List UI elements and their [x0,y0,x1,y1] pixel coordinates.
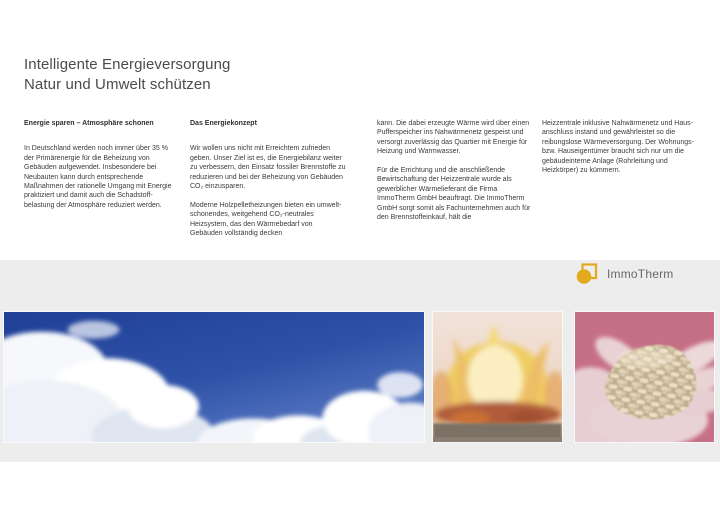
hands-with-pellets-photo [574,311,715,443]
wood-fire-photo [432,311,563,443]
column-3-paragraph-2: Für die Errichtung und die anschließende Bewirtschaftung der Heizzentrale wurde als gewerblicher Wärmelieferant die Firma ImmoTherm GmbH beauftragt. Die ImmoTherm GmbH sorgt somit als Fachunternehmen auch für den Brennstoffeinkauf, hält die [377,167,531,222]
sky-clouds-photo [3,311,425,443]
column-2-paragraph-1: Wir wollen uns nicht mit Erreichtem zufrieden geben. Unser Ziel ist es, die Energiebilanz weiter zu verbessern, den Einsatz fossiler Brennstoffe zu reduzieren und bei der Beheizung von Gebäuden CO₂ einzusparen. [190,145,346,191]
column-2-heading: Das Energiekonzept [190,120,257,127]
page-title-line2: Natur und Umwelt schützen [24,75,211,93]
text-column-4 [542,119,702,185]
immotherm-logo-icon [576,263,598,285]
column-4-paragraph: Heizzentrale inklusive Nahwärmenetz und Hausanschluss instand und gewährleistet so die reibungslose Wärmeversorgung. Der Wohnungs- bzw. Hauseigentümer braucht sich nur um die gebäudeinterne Anlage (Rohrleitung und Heizkörper) zu kümmern. [542,120,694,175]
column-1-heading: Energie sparen – Atmosphäre schonen [24,120,154,127]
text-column-2 [190,119,346,248]
text-column-3 [377,119,535,232]
column-1-paragraph: In Deutschland werden noch immer über 35 % der Primärenergie für die Beheizung von Gebäuden aufgewendet. Insbesondere bei Neubauten kann durch entsprechende Maßnahmen der rationelle Umgang mit Energie praktiziert und damit auch die Schadstoffbelastung der Atmosphäre reduziert werden. [24,145,172,209]
text-column-1 [24,119,173,220]
immotherm-logo-text: ImmoTherm [607,267,674,281]
page-title-line1: Intelligente Energieversorgung [24,56,231,73]
page-title [24,55,230,94]
column-2-paragraph-2: Moderne Holzpelletheizungen bieten ein umweltschonendes, weitgehend CO₂-neutrales Heizsystem, das den Wärmebedarf von Gebäuden vollständig decken [190,201,342,238]
immotherm-logo [576,263,673,285]
column-3-paragraph-1: kann. Die dabei erzeugte Wärme wird über einen Pufferspeicher ins Nahwärmenetz gespeist und versorgt zuverlässig das Quartier mit Energie für Heizung und Warmwasser. [377,120,530,156]
